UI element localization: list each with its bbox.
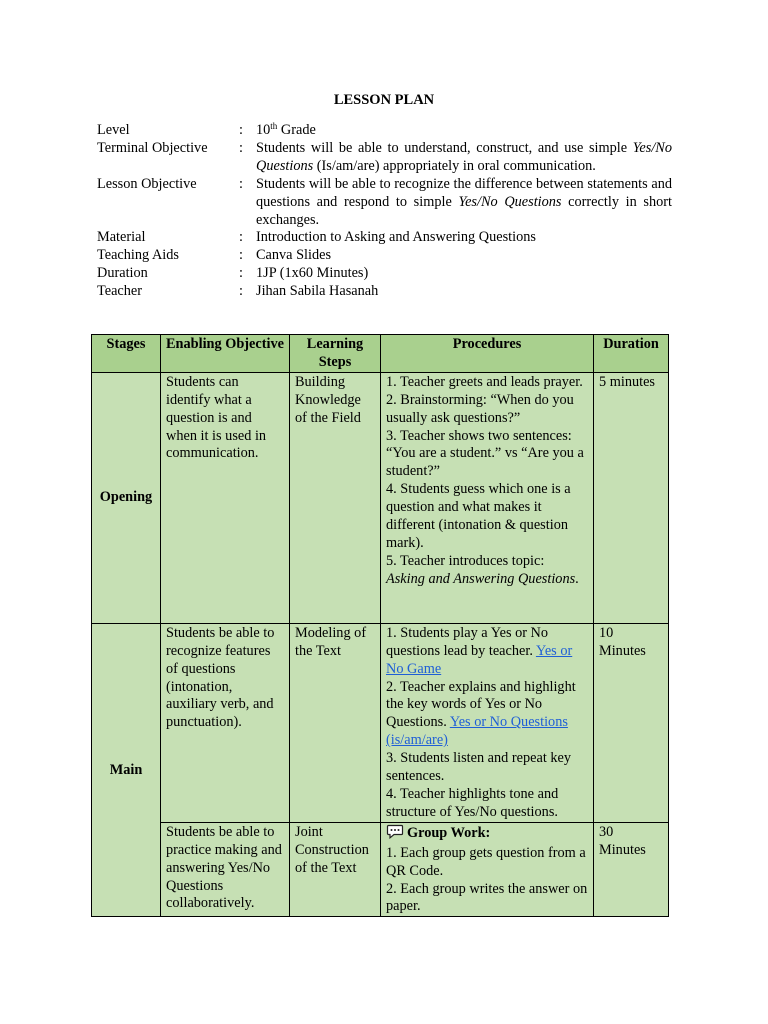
procedure-topic: Asking and Answering Questions. [386,570,579,587]
objective-cell: Students can identify what a question is and when it is used in communication. [161,372,290,623]
stage-cell-opening: Opening [92,372,161,623]
procedure-item: 4. Students guess which one is a question and what makes it different (intonation & question mark). [386,481,571,551]
info-row-teacher [97,283,672,301]
info-value-material: Introduction to Asking and Answering Questions [256,229,536,246]
info-label: Lesson Objective [97,175,197,192]
info-value-teaching-aids: Canva Slides [256,247,332,264]
info-colon: : [239,139,243,156]
page-title: LESSON PLAN [333,92,435,108]
info-row-lesson-objective [97,176,672,230]
procedure-item: 2. Teacher explains and highlight the key words of Yes or No Questions. Yes or No Questions (is/am/are) [386,678,576,749]
info-label: Teaching Aids [97,247,179,264]
info-row-terminal-objective [97,140,672,176]
yes-or-no-questions-link[interactable]: Yes or No Questions (is/am/are) [386,714,568,749]
yes-or-no-game-link[interactable]: Yes or No Game [386,642,573,677]
learning-step-cell: Modeling of the Text [290,623,381,822]
table-row [92,372,669,623]
procedure-item: 3. Teacher shows two sentences: “You are a student.” vs “Are you a student?” [386,427,584,480]
info-colon: : [239,229,243,246]
info-colon: : [239,122,243,138]
procedure-item: 2. Each group writes the answer on paper. [386,880,588,915]
objective-cell: Students be able to recognize features of questions (intonation, auxiliary verb, and punctuation). [161,623,290,822]
procedure-item: 2. Brainstorming: “When do you usually ask questions?” [386,391,574,426]
procedures-cell [381,623,594,822]
procedure-item: 1. Teacher greets and leads prayer. [386,373,583,390]
procedures-cell [381,372,594,623]
info-colon: : [239,175,243,192]
info-colon: : [239,283,243,300]
duration-cell: 30 Minutes [594,822,669,917]
header-duration: Duration [594,335,669,373]
info-colon: : [239,265,243,282]
learning-step-cell: Building Knowledge of the Field [290,372,381,623]
header-procedures: Procedures [381,335,594,373]
procedure-item: 1. Each group gets question from a QR Code. [386,844,586,879]
group-work-heading: Group Work: [386,824,588,845]
table-header-row [92,335,669,373]
duration-cell: 10 Minutes [594,623,669,822]
info-label: Terminal Objective [97,139,208,156]
table-row [92,822,669,917]
info-row-teaching-aids [97,247,672,265]
info-row-material [97,229,672,247]
stage-cell-main: Main [92,623,161,917]
procedure-item: 5. Teacher introduces topic: [386,552,545,569]
info-colon: : [239,247,243,264]
duration-cell: 5 minutes [594,372,669,623]
info-value-terminal-objective: Students will be able to understand, construct, and use simple Yes/No Questions (Is/am/are) appropriately in oral communication. [256,139,672,174]
header-stages: Stages [92,335,161,373]
procedure-item: 4. Teacher highlights tone and structure of Yes/No questions. [386,785,559,820]
info-value-teacher: Jihan Sabila Hasanah [256,283,379,300]
procedures-cell [381,822,594,917]
info-label: Material [97,229,146,246]
lesson-plan-table [91,334,669,917]
info-value-level: 10th Grade [256,121,316,138]
info-label: Level [97,122,130,138]
info-row-duration [97,265,672,283]
procedure-item: 1. Students play a Yes or No questions lead by teacher. Yes or No Game [386,624,573,677]
learning-step-cell: Joint Construction of the Text [290,822,381,917]
info-value-duration: 1JP (1x60 Minutes) [256,265,369,282]
header-learning-steps: Learning Steps [290,335,381,373]
procedure-item: 3. Students listen and repeat key sentences. [386,750,572,785]
info-value-lesson-objective: Students will be able to recognize the difference between statements and questions and respond to simple Yes/No Questions correctly in short exchanges. [256,175,672,228]
info-label: Duration [97,265,148,282]
info-row-level [97,122,672,140]
objective-cell: Students be able to practice making and answering Yes/No Questions collaboratively. [161,822,290,917]
info-label: Teacher [97,283,143,300]
header-enabling-objective: Enabling Objective [161,335,290,373]
table-row [92,623,669,822]
lesson-info [97,122,672,301]
speech-bubble-icon [386,824,404,845]
